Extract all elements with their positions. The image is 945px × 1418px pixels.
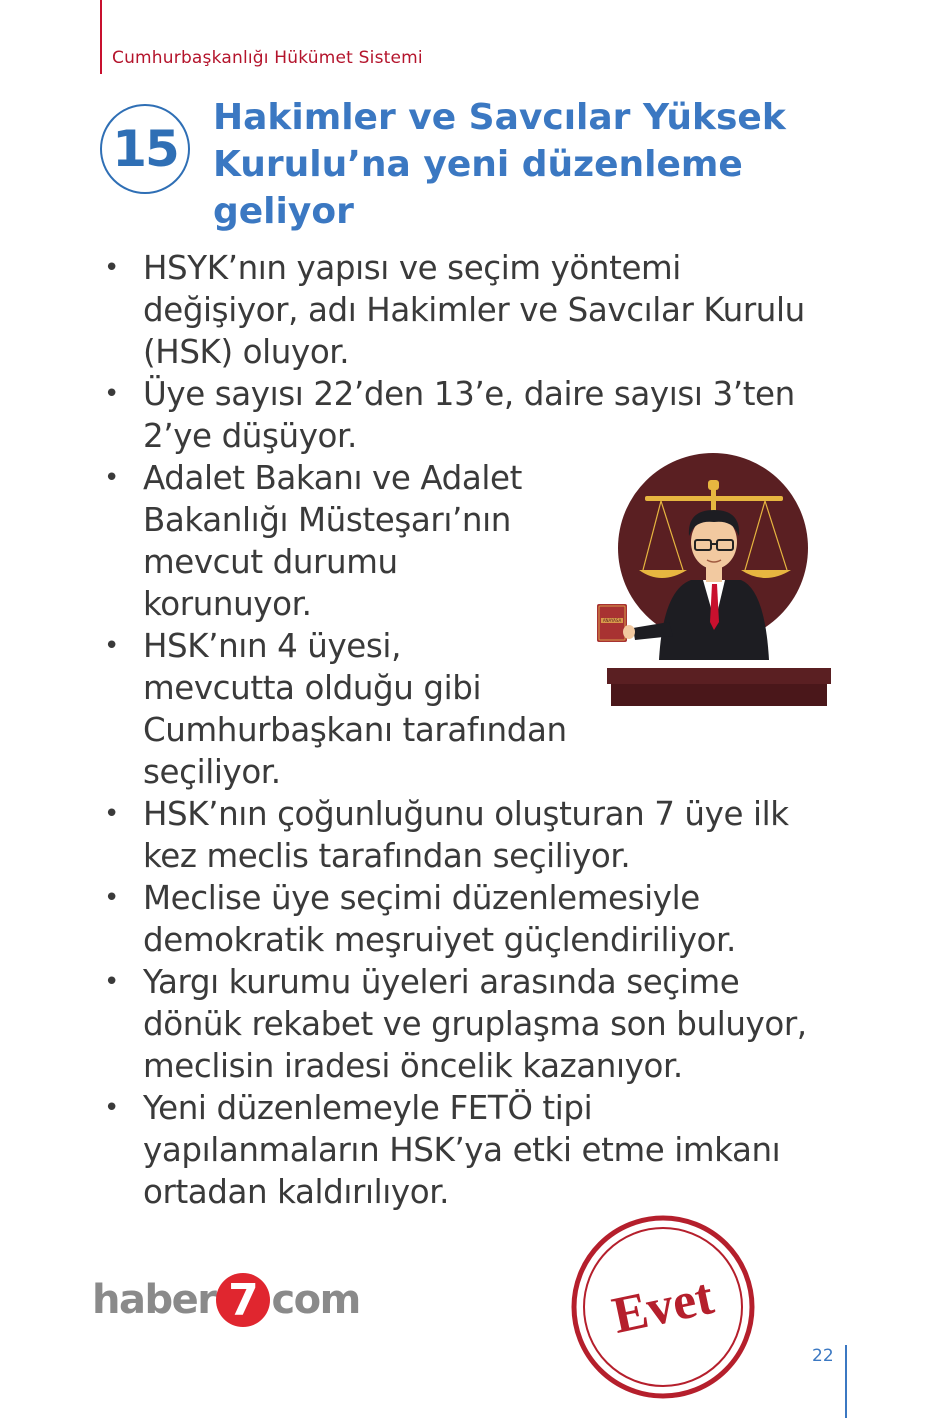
- judge-illustration: [593, 452, 838, 712]
- title-line: Kurulu’na yeni düzenleme: [213, 144, 743, 185]
- section-number-badge: [100, 104, 190, 194]
- page-number: 22: [812, 1346, 834, 1366]
- bullet-item: • HSYK’nın yapısı ve seçim yöntemi değişiyor, adı Hakimler ve Savcılar Kurulu (HSK) oluyor.: [100, 247, 860, 373]
- logo-text-com: com: [271, 1277, 360, 1323]
- bullet-item: • Üye sayısı 22’den 13’e, daire sayısı 3’ten 2’ye düşüyor.: [100, 373, 860, 457]
- bullet-item: • Yeni düzenlemeyle FETÖ tipi yapılanmaların HSK’ya etki etme imkanı ortadan kaldırılıyor.: [100, 1087, 860, 1213]
- haber7-logo: [92, 1270, 360, 1330]
- title-line: geliyor: [213, 191, 354, 232]
- bullet-item: • Yargı kurumu üyeleri arasında seçime dönük rekabet ve gruplaşma son buluyor, meclisin iradesi öncelik kazanıyor.: [100, 961, 860, 1087]
- bullet-list: [100, 247, 860, 1213]
- page-rule: [845, 1345, 847, 1418]
- bench-top: [607, 668, 831, 684]
- bullet-item: • Meclise üye seçimi düzenlemesiyle demokratik meşruiyet güçlendiriliyor.: [100, 877, 860, 961]
- bench-front: [611, 684, 827, 706]
- logo-text-haber: haber: [92, 1277, 216, 1323]
- bullet-item: • HSK’nın çoğunluğunu oluşturan 7 üye ilk kez meclis tarafından seçiliyor.: [100, 793, 860, 877]
- book-label: ANAYASA: [602, 618, 622, 623]
- bullet-item: • Adalet Bakanı ve Adalet Bakanlığı Müsteşarı’nın mevcut durumu korunuyor.: [100, 457, 603, 625]
- stamp-text: Evet: [607, 1268, 719, 1345]
- logo-seven-badge: 7: [216, 1273, 270, 1327]
- evet-stamp: [571, 1215, 755, 1399]
- header-label: Cumhurbaşkanlığı Hükümet Sistemi: [112, 48, 423, 68]
- bullet-item: • HSK’nın 4 üyesi, mevcutta olduğu gibi Cumhurbaşkanı tarafından seçiliyor.: [100, 625, 603, 793]
- header-rule: [100, 0, 102, 74]
- title-line: Hakimler ve Savcılar Yüksek: [213, 97, 786, 138]
- section-number: 15: [112, 120, 178, 178]
- section-title: [213, 94, 853, 235]
